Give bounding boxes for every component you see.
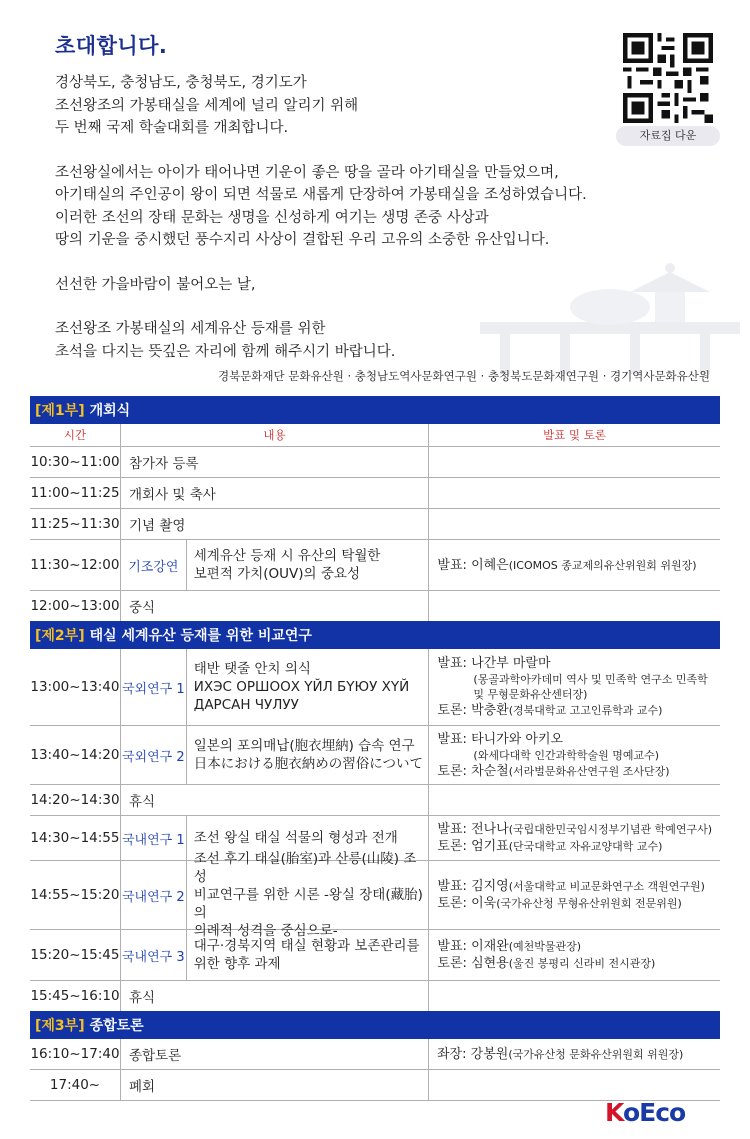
part-tag: [제1부] [35, 403, 85, 419]
table-row [30, 649, 720, 726]
intro-line: 초석을 다지는 뜻깊은 자리에 함께 해주시기 바랍니다. [55, 343, 396, 360]
qr-code-icon[interactable] [623, 33, 713, 123]
part3-header [30, 1011, 720, 1039]
presenters: 발표: 이혜은(ICOMOS 종교제의유산위원회 위원장) [428, 540, 720, 590]
row-time: 11:25~11:30 [30, 516, 120, 532]
session-type: 국내연구 1 [120, 816, 186, 860]
table-row [30, 540, 720, 591]
session-title: 조선 후기 태실(胎室)과 산릉(山陵) 조성 비교연구를 위한 시론 -왕실 장태(藏胎)의 의례적 성격을 중심으로- [186, 861, 429, 929]
row-content: 폐회 [120, 1070, 428, 1100]
part-tag: [제3부] [35, 1018, 85, 1034]
row-content: 휴식 [120, 981, 428, 1011]
row-time: 15:45~16:10 [30, 988, 120, 1004]
table-row [30, 851, 720, 939]
intro-line: 이러한 조선의 장태 문화는 생명을 신성하게 여기는 생명 존중 사상과 [55, 209, 489, 226]
row-content: 종합토론 [120, 1039, 428, 1069]
row-content: 개회사 및 축사 [120, 478, 428, 508]
session-type: 국내연구 2 [120, 861, 186, 929]
col-time-header: 시간 [63, 428, 87, 442]
session-title: 조선 왕실 태실 석물의 형성과 전개 [186, 816, 429, 860]
session-title: 일본의 포의매납(胞衣埋納) 습속 연구 日本における胞衣納めの習俗について [186, 726, 429, 784]
table-row [30, 726, 720, 785]
session-title: 태반 탯줄 안치 의식 ИХЭС ОРШООХ ҮЙЛ БҮЮУ ХҮЙ ДАРСАН ЧУЛУУ [186, 649, 429, 725]
table-row [30, 591, 720, 621]
intro-line: 아기태실의 주인공이 왕이 되면 석물로 새롭게 단장하여 가봉태실을 조성하였습니다. [55, 187, 587, 203]
row-time: 11:30~12:00 [30, 557, 120, 573]
schedule-table [30, 396, 720, 1101]
table-row [30, 447, 720, 478]
presenters: 좌장: 강봉원(국가유산청 문화유산위원회 위원장) [428, 1039, 720, 1069]
part-title: 개회식 [89, 403, 131, 419]
part2-header [30, 621, 720, 649]
row-content: 중식 [120, 591, 428, 621]
session-title: 세계유산 등재 시 유산의 탁월한 보편적 가치(OUV)의 중요성 [186, 540, 429, 590]
row-time: 15:20~15:45 [30, 947, 120, 963]
koeco-logo: KoEco [605, 1098, 686, 1127]
session-type: 국외연구 2 [120, 726, 186, 784]
intro-line: 경상북도, 충청남도, 충청북도, 경기도가 [55, 75, 307, 91]
table-row [30, 1039, 720, 1070]
row-time: 14:30~14:55 [30, 830, 120, 846]
presenters: 발표: 전나나(국립대한민국임시정부기념관 학예연구사) 토론: 엄기표(단국대학교 자유교양대학 교수) [428, 816, 720, 860]
row-time: 11:00~11:25 [30, 485, 120, 501]
row-time: 13:00~13:40 [30, 679, 120, 695]
row-time: 17:40~ [49, 1077, 101, 1093]
invitation-text [55, 72, 615, 363]
intro-line: 땅의 기운을 중시했던 풍수지리 사상이 결합된 우리 고유의 소중한 유산입니다. [55, 232, 550, 248]
table-row [30, 478, 720, 509]
session-type: 국내연구 3 [120, 930, 186, 980]
row-time: 14:20~14:30 [30, 792, 120, 808]
row-content: 기념 촬영 [120, 509, 428, 539]
presenters: 발표: 타니가와 아키오 (와세다대학 인간과학학술원 명예교수) 토론: 차순철(서라벌문화유산연구원 조사단장) [428, 726, 720, 784]
part-title: 태실 세계유산 등재를 위한 비교연구 [89, 628, 312, 644]
intro-line: 조선왕조의 가봉태실을 세계에 널리 알리기 위해 [55, 97, 359, 114]
table-row [30, 1070, 720, 1101]
presenters: 발표: 이재완(예천박물관장) 토론: 심현용(울진 봉평리 신라비 전시관장) [428, 930, 720, 980]
table-row [30, 981, 720, 1011]
row-time: 12:00~13:00 [30, 598, 120, 614]
row-time: 13:40~14:20 [30, 747, 120, 763]
intro-line: 조선왕실에서는 아이가 태어나면 기운이 좋은 땅을 골라 아기태실을 만들었으며, [55, 164, 559, 181]
part-tag: [제2부] [35, 628, 85, 644]
row-time: 14:55~15:20 [30, 887, 120, 903]
session-title: 대구·경북지역 태실 현황과 보존관리를 위한 향후 과제 [186, 930, 429, 980]
intro-line: 선선한 가을바람이 불어오는 날, [55, 276, 256, 293]
presenters: 발표: 나간부 마랄마 (몽골과학아카데미 역사 및 민족학 연구소 민족학 및 무형문화유산센터장) 토론: 박충환(경북대학교 고고인류학과 교수) [428, 649, 720, 725]
invitation-title: 초대합니다. [55, 34, 168, 58]
column-header-row [30, 424, 720, 447]
presenters: 발표: 김지영(서울대학교 비교문화연구소 객원연구원) 토론: 이욱(국가유산청 무형유산위원회 전문위원) [428, 861, 720, 929]
row-time: 16:10~17:40 [30, 1046, 120, 1062]
part-title: 종합토론 [89, 1018, 144, 1034]
download-materials-label[interactable]: 자료집 다운 [616, 126, 720, 146]
intro-line: 두 번째 국제 학술대회를 개최합니다. [55, 120, 289, 136]
session-type: 국외연구 1 [120, 649, 186, 725]
col-presenter-header: 발표 및 토론 [428, 424, 720, 446]
table-row [30, 930, 720, 981]
table-row [30, 509, 720, 540]
part1-header [30, 396, 720, 424]
intro-line: 조선왕조 가봉태실의 세계유산 등재를 위한 [55, 321, 326, 337]
row-content: 휴식 [120, 785, 428, 815]
session-type: 기조강연 [120, 540, 186, 590]
organizers-line: 경북문화재단 문화유산원 · 충청남도역사문화연구원 · 충청북도문화재연구원 · 경기역사문화유산원 [217, 369, 710, 383]
row-time: 10:30~11:00 [30, 454, 120, 470]
col-content-header: 내용 [120, 424, 428, 446]
row-content: 참가자 등록 [120, 447, 428, 477]
table-row [30, 785, 720, 816]
